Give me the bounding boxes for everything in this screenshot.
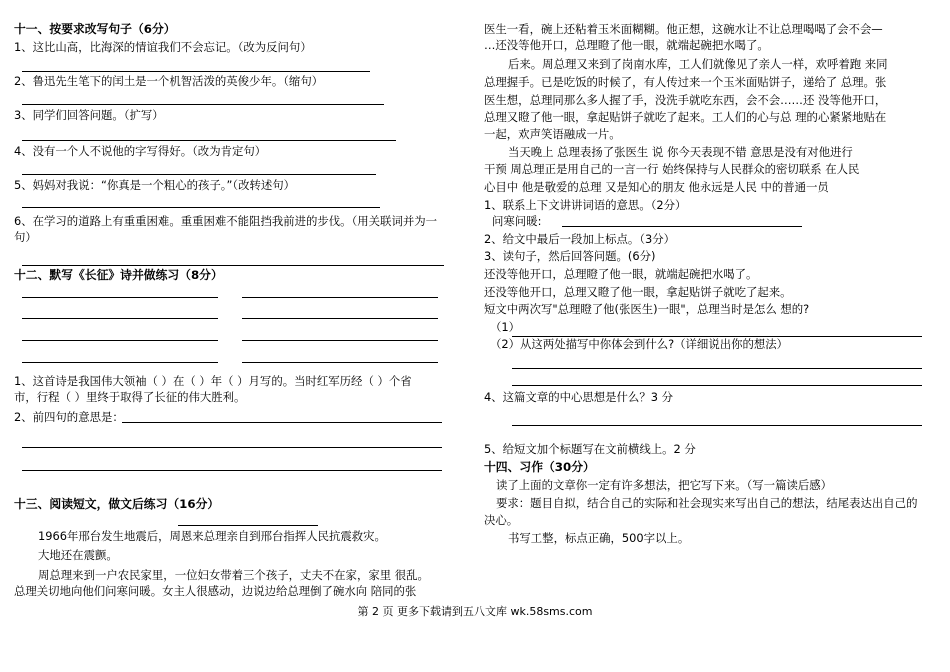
passage-r8: 当天晚上 总理表扬了张医生 说 你今天表现不错 意思是没有对他进行 <box>508 145 853 159</box>
poem-line <box>22 340 218 341</box>
essay-requirement: 要求：题目自拟，结合自己的实际和社会现实来写出自己的想法，结尾表达出自己的 <box>496 496 918 510</box>
poem-line <box>242 318 438 319</box>
passage-r5: 医生想，总理同那么多人握了手，没洗手就吃东西，会不会……还 没等他开口， <box>484 93 887 107</box>
passage-r1: 医生一看，碗上还粘着玉米面糊糊。他正想，这碗水让不让总理喝喝了会不会— <box>484 22 883 36</box>
answer-line <box>22 71 370 72</box>
poem-line <box>242 362 438 363</box>
passage-p3b: 总理关切地向他们问寒问暖。女主人很感动，边说边给总理倒了碗水向 陪同的张 <box>14 584 417 598</box>
essay-prompt: 读了上面的文章你一定有许多想法，把它写下来。（写一篇读后感） <box>496 478 833 492</box>
q3-part1: （1） <box>490 320 521 334</box>
essay-requirement-cont: 决心。 <box>484 513 519 527</box>
answer-line <box>22 140 396 141</box>
passage-r9: 干预 周总理正是用自己的一言一行 始终保持与人民群众的密切联系 在人民 <box>484 162 860 176</box>
q5: 5、给短文加个标题写在文前横线上。2 分 <box>484 442 696 456</box>
q3-part2: （2）从这两处描写中你体会到什么?（详细说出你的想法） <box>490 337 789 351</box>
sec11-q4: 4、没有一个人不说他的字写得好。（改为肯定句） <box>14 144 267 158</box>
q3: 3、读句子，然后回答问题。(6分) <box>484 249 656 263</box>
answer-line <box>122 422 442 423</box>
sec11-q3: 3、同学们回答问题。（扩写） <box>14 108 164 122</box>
passage-r2: …还没等他开口，总理瞪了他一眼，就端起碗把水喝了。 <box>484 38 769 52</box>
q2: 2、给文中最后一段加上标点。（3分） <box>484 232 676 246</box>
q1-word: 问寒问暖: <box>492 214 542 228</box>
sec12-q2: 2、前四句的意思是： <box>14 410 124 424</box>
sec11-q1: 1、这比山高，比海深的情谊我们不会忘记。（改为反问句） <box>14 40 312 54</box>
answer-line <box>512 425 922 426</box>
sec12-q1b: 市，行程（ ）里终于取得了长征的伟大胜利。 <box>14 390 246 404</box>
sec11-q2: 2、鲁迅先生笔下的闰土是一个机智活泼的英俊少年。（缩句） <box>14 74 324 88</box>
q1: 1、联系上下文讲讲词语的意思。（2分） <box>484 198 687 212</box>
passage-r3: 后来。周总理又来到了岗南水库，工人们就像见了亲人一样，欢呼着跑 来同 <box>508 57 888 71</box>
answer-line <box>22 447 442 448</box>
poem-line <box>242 340 438 341</box>
answer-line <box>22 104 384 105</box>
answer-line <box>22 265 444 266</box>
passage-r10: 心目中 他是敬爱的总理 又是知心的朋友 他永远是人民 中的普通一员 <box>484 180 829 194</box>
q3-prompt: 短文中两次写"总理瞪了他(张医生)一眼"，总理当时是怎么 想的? <box>484 302 810 316</box>
poem-line <box>22 297 218 298</box>
section-13-title: 十三、阅读短文，做文后练习（16分） <box>14 497 220 511</box>
passage-r6: 总理又瞪了他一眼，拿起贴饼子就吃了起来。工人们的心与总 理的心紧紧地贴在 <box>484 110 887 124</box>
poem-line <box>22 318 218 319</box>
poem-line <box>242 297 438 298</box>
sec12-q1a: 1、这首诗是我国伟大领袖（ ）在（ ）年（ ）月写的。当时红军历经（ ）个省 <box>14 374 412 388</box>
sec11-q5: 5、妈妈对我说：“你真是一个粗心的孩子。”（改转述句） <box>14 178 296 192</box>
sec11-q6a: 6、在学习的道路上有重重困难。重重困难不能阻挡我前进的步伐。（用关联词并为一 <box>14 214 438 228</box>
answer-line <box>22 174 376 175</box>
q4: 4、这篇文章的中心思想是什么？3 分 <box>484 390 673 404</box>
answer-line <box>562 226 802 227</box>
title-blank-line <box>178 525 318 526</box>
sec11-q6b: 句） <box>14 230 37 244</box>
passage-r4: 总理握手。已是吃饭的时候了，有人传过来一个玉米面贴饼子，递给了 总理。张 <box>484 75 887 89</box>
answer-line <box>512 385 922 386</box>
page-footer: 第 2 页 更多下载请到五八文库 wk.58sms.com <box>357 605 593 618</box>
poem-line <box>22 362 218 363</box>
essay-note: 书写工整，标点正确，500字以上。 <box>508 531 690 545</box>
section-12-title: 十二、默写《长征》诗并做练习（8分） <box>14 268 223 282</box>
section-14-title: 十四、习作（30分） <box>484 460 595 474</box>
passage-p1: 1966年邢台发生地震后，周恩来总理亲自到邢台指挥人民抗震救灾。 <box>38 529 386 543</box>
passage-p2: 大地还在震颤。 <box>38 548 118 562</box>
section-11-title: 十一、按要求改写句子（6分） <box>14 22 176 36</box>
q3-sentence-2: 还没等他开口，总理又瞪了他一眼，拿起贴饼子就吃了起来。 <box>484 285 792 299</box>
answer-line <box>512 368 922 369</box>
passage-p3a: 周总理来到一户农民家里，一位妇女带着三个孩子，丈夫不在家，家里 很乱。 <box>38 568 429 582</box>
passage-r7: 一起，欢声笑语融成一片。 <box>484 127 621 141</box>
answer-line <box>22 470 442 471</box>
q3-sentence-1: 还没等他开口，总理瞪了他一眼，就端起碗把水喝了。 <box>484 267 758 281</box>
answer-line <box>22 207 380 208</box>
